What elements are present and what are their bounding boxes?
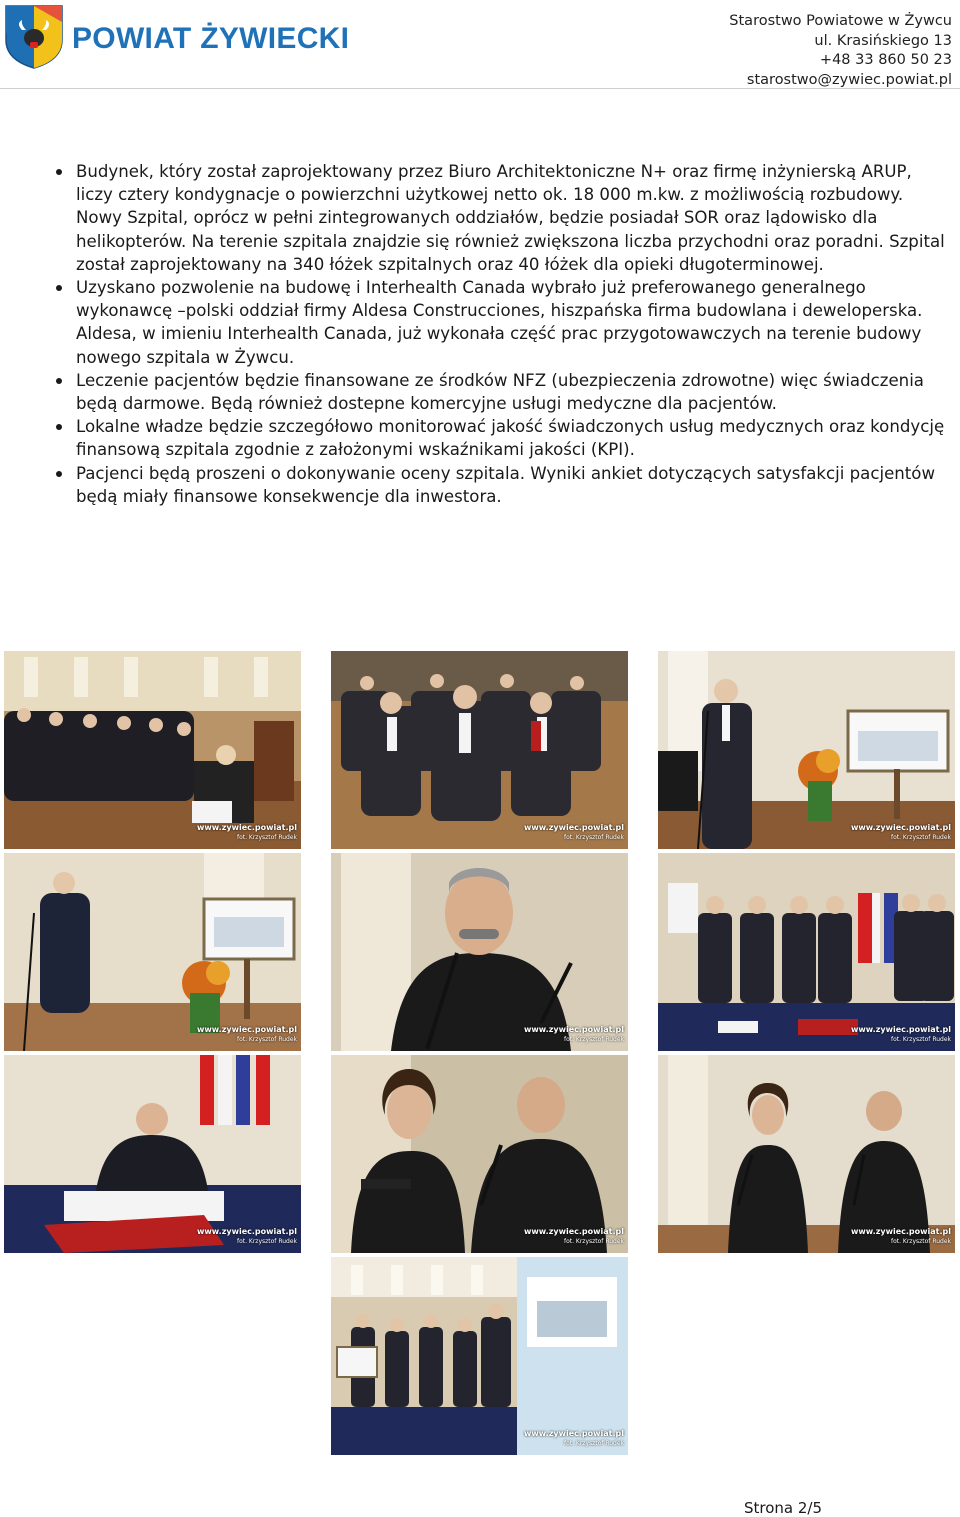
photo-credit: www.zywiec.powiat.pl fot. Krzysztof Rudek xyxy=(524,1429,624,1447)
gallery-photo[interactable] xyxy=(4,651,301,849)
list-item-text: Leczenie pacjentów będzie finansowane ze środków NFZ (ubezpieczenia zdrowotne) więc świadczenia będą darmowe. Będą również dostepne komercyjne usługi medyczne dla pacjentów. xyxy=(76,370,924,414)
list-item-text: Pacjenci będą proszeni o dokonywanie oceny szpitala. Wyniki ankiet dotyczących satysfakcji pacjentów będą miały finansowe konsekwencje dla inwestora. xyxy=(76,463,936,506)
photo-speaker-podium xyxy=(658,651,955,849)
photo-credit: www.zywiec.powiat.pl fot. Krzysztof Rudek xyxy=(851,823,951,841)
bullet-list xyxy=(0,160,960,508)
list-item xyxy=(76,276,950,369)
photo-group-flags xyxy=(658,853,955,1051)
page-number: Strona 2/5 xyxy=(743,1499,822,1517)
gallery-photo[interactable] xyxy=(658,853,955,1051)
photo-two-speakers xyxy=(331,1055,628,1253)
gallery-photo[interactable] xyxy=(331,1055,628,1253)
office-name: Starostwo Powiatowe w Żywcu xyxy=(729,13,952,29)
list-item-text: Budynek, który został zaprojektowany przez Biuro Architektoniczne N+ oraz firmę inżynierską ARUP, liczy cztery kondygnacje o powierzchni użytkowej netto ok. 18 000 m.kw. z możliwością rozbudowy. Nowy Szpital, oprócz w pełni zintegrowanych oddziałów, będzie posiadał SOR oraz lądowisko dla helikopterów. Na terenie szpitala znajdzie się również zwiększona liczba przychodni oraz poradni. Szpital został zaprojektowany na 340 łóżek szpitalnych oraz 40 łóżek dla opieki długoterminowej. xyxy=(76,162,945,274)
gallery-photo[interactable] xyxy=(658,651,955,849)
list-item-text: Lokalne władze będzie szczegółowo monitorować jakość świadczonych usług medycznych oraz kondycję finansową szpitala zgodnie z założonymi wskaźnikami jakości (KPI). xyxy=(76,417,945,460)
photo-speaker-man-closeup xyxy=(331,853,628,1051)
contact-block xyxy=(729,12,952,90)
photo-signing-man xyxy=(4,1055,301,1253)
powiat-logo[interactable] xyxy=(4,4,349,70)
list-item xyxy=(76,462,950,508)
article-content xyxy=(0,160,960,508)
photo-two-speakers-wide xyxy=(658,1055,955,1253)
list-item xyxy=(76,369,950,415)
bullet-icon xyxy=(56,424,62,430)
photo-credit: www.zywiec.powiat.pl fot. Krzysztof Rudek xyxy=(197,823,297,841)
gallery-photo[interactable] xyxy=(331,651,628,849)
list-item xyxy=(76,160,950,276)
coat-of-arms-icon xyxy=(4,4,64,70)
photo-credit: www.zywiec.powiat.pl fot. Krzysztof Rudek xyxy=(197,1227,297,1245)
gallery-photo[interactable] xyxy=(4,853,301,1051)
photo-credit: www.zywiec.powiat.pl fot. Krzysztof Rudek xyxy=(524,823,624,841)
page-header xyxy=(0,0,960,88)
bullet-icon xyxy=(56,378,62,384)
photo-credit: www.zywiec.powiat.pl fot. Krzysztof Rudek xyxy=(851,1227,951,1245)
office-address: ul. Krasińskiego 13 xyxy=(814,32,952,49)
gallery-photo[interactable] xyxy=(4,1055,301,1253)
logo-text: POWIAT ŻYWIECKI xyxy=(72,22,350,55)
list-item xyxy=(76,415,950,461)
bullet-icon xyxy=(56,285,62,291)
bullet-icon xyxy=(56,169,62,175)
office-phone[interactable]: +48 33 860 50 23 xyxy=(819,52,952,68)
bullet-icon xyxy=(56,471,62,477)
photo-credit: www.zywiec.powiat.pl fot. Krzysztof Rudek xyxy=(524,1227,624,1245)
photo-speaker-woman xyxy=(4,853,301,1051)
gallery-photo[interactable] xyxy=(658,1055,955,1253)
office-email[interactable]: starostwo@zywiec.powiat.pl xyxy=(746,71,952,88)
list-item-text: Uzyskano pozwolenie na budowę i Interhealth Canada wybrało już preferowanego generalnego wykonawcę –polski oddział firmy Aldesa Construcciones, hiszpańska firma budowlana i deweloperska. Aldesa, w imieniu Interhealth Canada, już wykonała część prac przygotowawczych na terenie budowy nowego szpitala w Żywcu. xyxy=(76,278,923,367)
photo-audience-front-row xyxy=(331,651,628,849)
photo-credit: www.zywiec.powiat.pl fot. Krzysztof Rudek xyxy=(524,1025,624,1043)
gallery-photo[interactable] xyxy=(331,1257,628,1455)
photo-audience-hall xyxy=(4,651,301,849)
header-divider xyxy=(0,88,960,89)
photo-credit: www.zywiec.powiat.pl fot. Krzysztof Rudek xyxy=(197,1025,297,1043)
photo-hall-presentation xyxy=(331,1257,628,1455)
gallery-photo[interactable] xyxy=(331,853,628,1051)
photo-credit: www.zywiec.powiat.pl fot. Krzysztof Rudek xyxy=(851,1025,951,1043)
